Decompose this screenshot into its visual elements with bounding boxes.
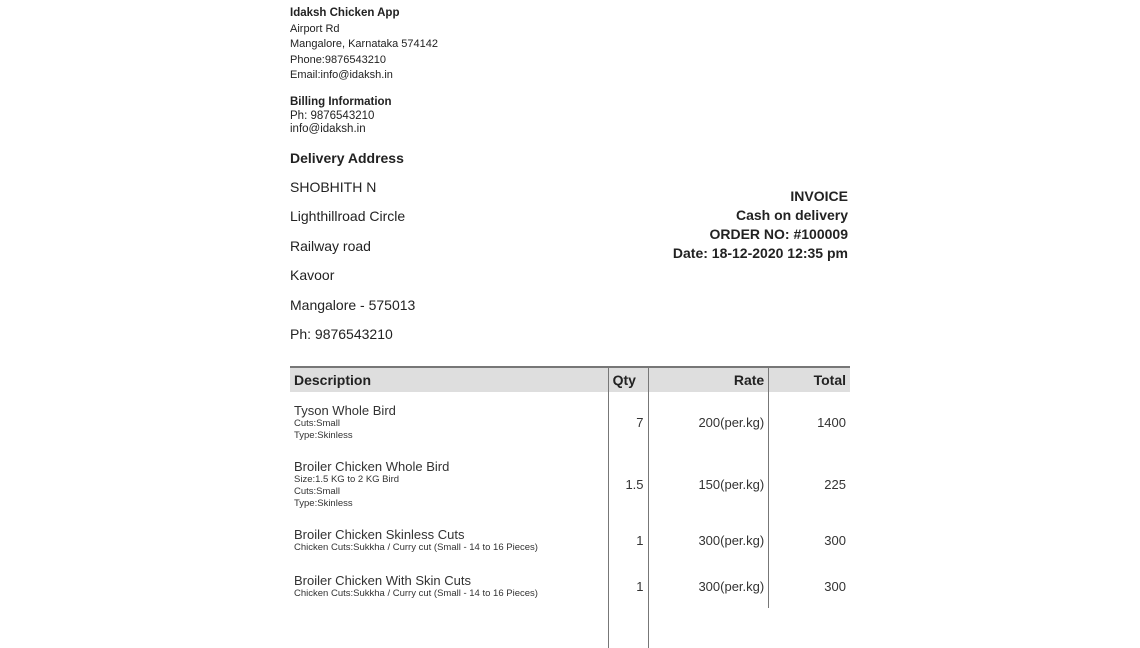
table-row — [290, 452, 850, 516]
invoice-date: Date: 18-12-2020 12:35 pm — [672, 245, 848, 261]
item-description-cell — [290, 516, 608, 564]
company-info — [290, 6, 438, 84]
item-total: 1400 — [769, 392, 850, 452]
item-rate: 200(per.kg) — [648, 392, 769, 452]
order-number: ORDER NO: #100009 — [709, 226, 848, 242]
header-rate: Rate — [648, 367, 769, 392]
delivery-phone: Ph: 9876543210 — [290, 325, 393, 342]
item-rate: 300(per.kg) — [648, 564, 769, 608]
company-address-line2: Mangalore, Karnataka 574142 — [290, 38, 438, 50]
item-detail: Size:1.5 KG to 2 KG Bird — [294, 473, 400, 485]
item-qty: 7 — [608, 392, 648, 452]
delivery-title: Delivery Address — [290, 150, 404, 166]
item-total: 300 — [769, 564, 850, 608]
company-phone: Phone:9876543210 — [290, 53, 387, 66]
delivery-locality: Kavoor — [290, 267, 335, 284]
item-description-cell — [290, 564, 608, 608]
item-name: Tyson Whole Bird — [294, 402, 396, 418]
header-total: Total — [769, 367, 850, 392]
filler-cell — [608, 608, 648, 648]
filler-cell — [290, 608, 608, 648]
item-detail: Cuts:Small — [294, 485, 340, 497]
delivery-street: Lighthillroad Circle — [290, 208, 406, 225]
item-name: Broiler Chicken Whole Bird — [294, 458, 450, 474]
invoice-page — [290, 0, 850, 640]
item-description-cell — [290, 392, 608, 452]
item-name: Broiler Chicken With Skin Cuts — [294, 572, 471, 588]
item-detail: Chicken Cuts:Sukkha / Curry cut (Small - 14 to 16 Pieces) — [294, 541, 538, 553]
item-qty: 1 — [608, 516, 648, 564]
company-name: Idaksh Chicken App — [290, 7, 400, 19]
item-detail: Type:Skinless — [294, 429, 353, 441]
company-address-line1: Airport Rd — [290, 22, 340, 35]
table-row — [290, 392, 850, 452]
item-total: 300 — [769, 516, 850, 564]
item-rate: 150(per.kg) — [648, 452, 769, 516]
billing-phone: Ph: 9876543210 — [290, 109, 375, 122]
item-qty: 1.5 — [608, 452, 648, 516]
table-row — [290, 564, 850, 608]
table-row — [290, 516, 850, 564]
invoice-label: INVOICE — [790, 188, 848, 204]
delivery-name: SHOBHITH N — [290, 179, 377, 195]
delivery-city: Mangalore - 575013 — [290, 296, 416, 313]
invoice-summary — [673, 187, 848, 263]
header-description: Description — [290, 367, 608, 392]
filler-cell — [648, 608, 769, 648]
item-qty: 1 — [608, 564, 648, 608]
billing-title: Billing Information — [290, 96, 392, 108]
billing-email: info@idaksh.in — [290, 123, 366, 135]
item-rate: 300(per.kg) — [648, 516, 769, 564]
item-detail: Cuts:Small — [294, 417, 340, 429]
table-header-row — [290, 367, 850, 392]
delivery-address — [290, 150, 415, 355]
item-description-cell — [290, 452, 608, 516]
table-filler-row — [290, 608, 850, 648]
item-detail: Type:Skinless — [294, 497, 353, 509]
payment-method: Cash on delivery — [735, 207, 848, 223]
item-detail: Chicken Cuts:Sukkha / Curry cut (Small - 14 to 16 Pieces) — [294, 587, 538, 599]
item-name: Broiler Chicken Skinless Cuts — [294, 526, 465, 542]
billing-info — [290, 96, 392, 137]
header-qty: Qty — [608, 367, 648, 392]
item-total: 225 — [769, 452, 850, 516]
items-table — [290, 366, 850, 648]
company-email: Email:info@idaksh.in — [290, 69, 393, 81]
delivery-road: Railway road — [290, 237, 371, 254]
filler-cell — [769, 608, 850, 648]
